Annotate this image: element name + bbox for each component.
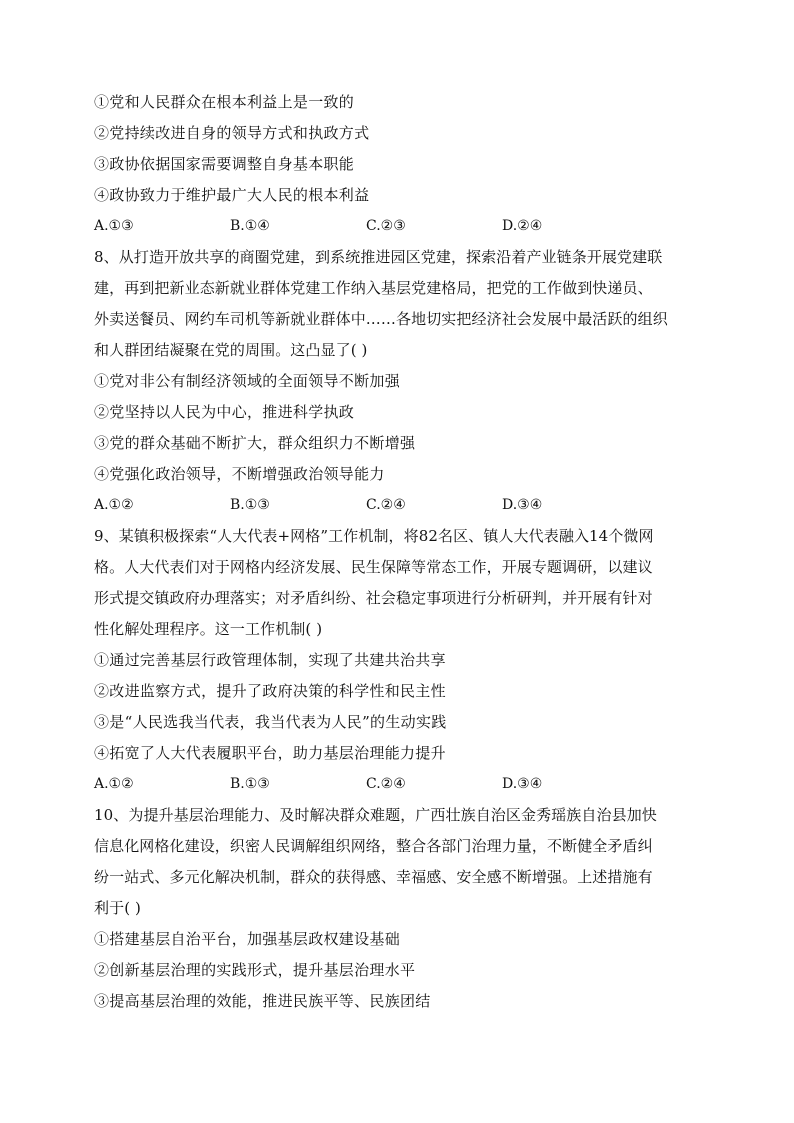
option-d: D.③④ — [502, 497, 543, 513]
option-a: A.①② — [94, 776, 134, 792]
statement-1: ①党和人民群众在根本利益上是一致的 — [94, 93, 355, 111]
statement-1: ①搭建基层自治平台，加强基层政权建设基础 — [94, 930, 401, 948]
question-stem-line: 格。人大代表们对于网格内经济发展、民生保障等常态工作，开展专题调研，以建议 — [94, 558, 653, 576]
option-b: B.①③ — [230, 497, 270, 513]
statement-3: ③是“人民选我当代表，我当代表为人民”的生动实践 — [94, 713, 447, 731]
option-b: B.①③ — [230, 776, 270, 792]
question-stem-line: 信息化网格化建设，织密人民调解组织网络，整合各部门治理力量，不断健全矛盾纠 — [94, 837, 653, 855]
option-c: C.②③ — [366, 218, 406, 234]
question-10 — [94, 805, 714, 1022]
question-stem-line: 8、从打造开放共享的商圈党建，到系统推进园区党建，探索沿着产业链条开展党建联 — [94, 248, 663, 266]
option-a: A.①③ — [94, 218, 134, 234]
statement-2: ②改进监察方式，提升了政府决策的科学性和民主性 — [94, 682, 446, 700]
statement-2: ②创新基层治理的实践形式，提升基层治理水平 — [94, 961, 416, 979]
question-stem-line: 纷一站式、多元化解决机制，群众的获得感、幸福感、安全感不断增强。上述措施有 — [94, 868, 653, 886]
question-9 — [94, 526, 714, 805]
option-c: C.②④ — [366, 497, 406, 513]
question-stem-line: 外卖送餐员、网约车司机等新就业群体中……各地切实把经济社会发展中最活跃的组织 — [94, 310, 668, 328]
option-a: A.①② — [94, 497, 134, 513]
answer-options — [94, 774, 714, 805]
statement-3: ③政协依据国家需要调整自身基本职能 — [94, 155, 355, 173]
answer-options — [94, 495, 714, 526]
statement-1: ①党对非公有制经济领域的全面领导不断加强 — [94, 372, 401, 390]
statement-3: ③提高基层治理的效能，推进民族平等、民族团结 — [94, 992, 431, 1010]
question-stem-line: 性化解处理程序。这一工作机制( ) — [94, 620, 323, 638]
question-stem-line: 建，再到把新业态新就业群体党建工作纳入基层党建格局，把党的工作做到快递员、 — [94, 279, 653, 297]
statement-4: ④政协致力于维护最广大人民的根本利益 — [94, 186, 370, 204]
option-c: C.②④ — [366, 776, 406, 792]
statement-2: ②党持续改进自身的领导方式和执政方式 — [94, 124, 370, 142]
statement-1: ①通过完善基层行政管理体制，实现了共建共治共享 — [94, 651, 446, 669]
statement-2: ②党坚持以人民为中心，推进科学执政 — [94, 403, 355, 421]
answer-options — [94, 216, 714, 247]
question-8 — [94, 247, 714, 526]
statement-4: ④拓宽了人大代表履职平台，助力基层治理能力提升 — [94, 744, 446, 762]
exam-page — [94, 92, 714, 1022]
statement-3: ③党的群众基础不断扩大，群众组织力不断增强 — [94, 434, 416, 452]
question-stem-line: 10、为提升基层治理能力、及时解决群众难题，广西壮族自治区金秀瑶族自治县加快 — [94, 806, 657, 824]
option-d: D.③④ — [502, 776, 543, 792]
question-stem-line: 利于( ) — [94, 899, 141, 917]
statement-4: ④党强化政治领导，不断增强政治领导能力 — [94, 465, 385, 483]
option-d: D.②④ — [502, 218, 543, 234]
question-stem-line: 9、某镇积极探索“人大代表+网格”工作机制，将82名区、镇人大代表融入14个微网 — [94, 527, 654, 545]
question-7-continuation — [94, 92, 714, 247]
question-stem-line: 和人群团结凝聚在党的周围。这凸显了( ) — [94, 341, 368, 359]
option-b: B.①④ — [230, 218, 270, 234]
question-stem-line: 形式提交镇政府办理落实；对矛盾纠纷、社会稳定事项进行分析研判，并开展有针对 — [94, 589, 653, 607]
